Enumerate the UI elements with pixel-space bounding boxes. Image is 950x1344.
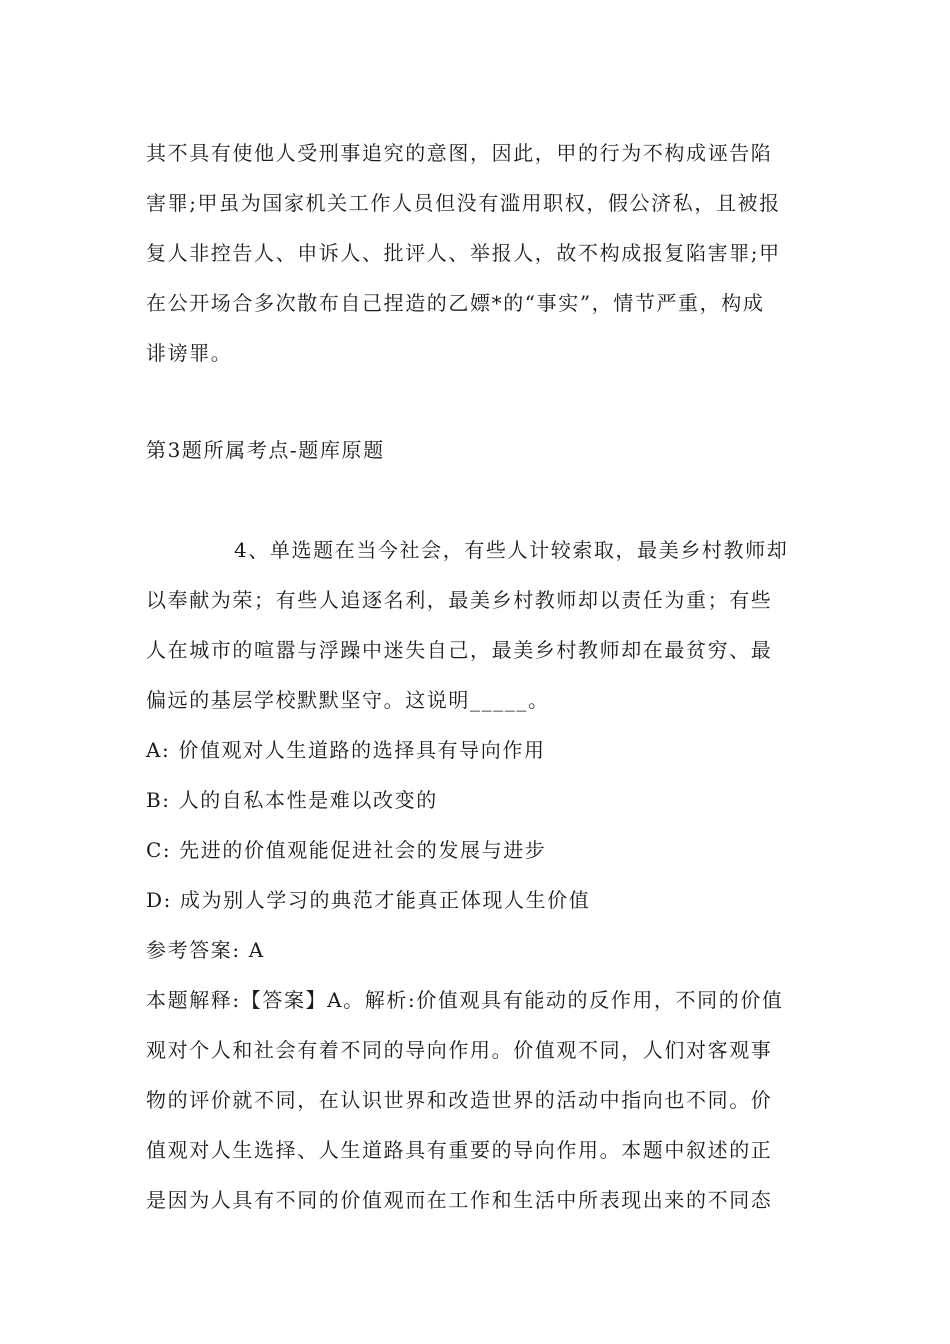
explanation-line: 是因为人具有不同的价值观而在工作和生活中所表现出来的不同态 bbox=[146, 1188, 773, 1212]
question-stem-line: 以奉献为荣；有些人追逐名利，最美乡村教师却以责任为重；有些 bbox=[146, 588, 773, 612]
question-stem-line: 4、单选题在当今社会，有些人计较索取，最美乡村教师却 bbox=[234, 538, 789, 562]
reference-answer: 参考答案: A bbox=[146, 938, 265, 962]
text-line: 诽谤罪。 bbox=[146, 341, 233, 365]
answer-explanation bbox=[146, 975, 806, 1225]
explanation-line: 值观对人生选择、人生道路具有重要的导向作用。本题中叙述的正 bbox=[146, 1138, 773, 1162]
text-line: 其不具有使他人受刑事追究的意图，因此，甲的行为不构成诬告陷 bbox=[146, 141, 773, 165]
text-line: 害罪;甲虽为国家机关工作人员但没有滥用职权，假公济私，且被报 bbox=[146, 191, 781, 215]
option-b: B: 人的自私本性是难以改变的 bbox=[146, 788, 438, 812]
explanation-line: 本题解释:【答案】A。解析:价值观具有能动的反作用，不同的价值 bbox=[146, 988, 784, 1012]
question-stem-line: 人在城市的喧嚣与浮躁中迷失自己，最美乡村教师却在最贫穷、最 bbox=[146, 638, 773, 662]
text-line: 在公开场合多次散布自己捏造的乙嫖*的“事实”，情节严重，构成 bbox=[146, 291, 765, 315]
question-block bbox=[146, 525, 806, 1225]
option-d: D: 成为别人学习的典范才能真正体现人生价值 bbox=[146, 888, 591, 912]
option-c: C: 先进的价值观能促进社会的发展与进步 bbox=[146, 838, 547, 862]
spacer bbox=[146, 378, 806, 425]
spacer bbox=[146, 475, 806, 525]
section-note: 第3题所属考点-题库原题 bbox=[146, 438, 385, 462]
previous-answer-explanation bbox=[146, 128, 806, 378]
page-content bbox=[146, 128, 806, 1225]
explanation-line: 观对个人和社会有着不同的导向作用。价值观不同，人们对客观事 bbox=[146, 1038, 773, 1062]
explanation-line: 物的评价就不同，在认识世界和改造世界的活动中指向也不同。价 bbox=[146, 1088, 773, 1112]
option-a: A: 价值观对人生道路的选择具有导向作用 bbox=[146, 738, 546, 762]
question-stem-line: 偏远的基层学校默默坚守。这说明_____。 bbox=[146, 688, 550, 712]
text-line: 复人非控告人、申诉人、批评人、举报人，故不构成报复陷害罪;甲 bbox=[146, 241, 781, 265]
